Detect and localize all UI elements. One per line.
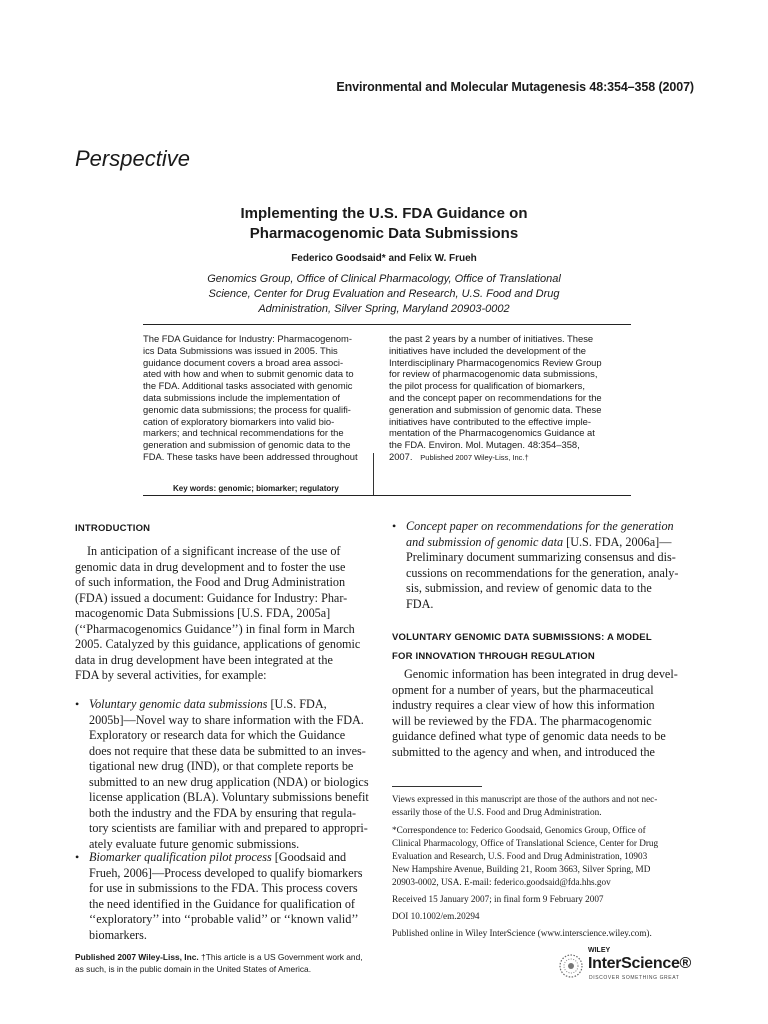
logo-tagline: DISCOVER SOMETHING GREAT: [589, 975, 680, 981]
abstract-line: generation and submission of genomic data to the: [143, 439, 351, 451]
abstract-line: initiatives have contributed to the effective imple-: [389, 415, 592, 427]
footnote-received: Received 15 January 2007; in final form 9 February 2007: [392, 894, 604, 904]
introduction-heading: INTRODUCTION: [75, 523, 151, 534]
abstract-box: [143, 324, 631, 496]
paragraph-line: data in drug development have been integrated at the: [75, 652, 333, 667]
paragraph-line: opment for a number of years, but the pharmaceutical: [392, 682, 654, 697]
affiliation-line: Science, Center for Drug Evaluation and Research, U.S. Food and Drug: [208, 288, 560, 300]
footnote-line: essarily those of the U.S. Food and Drug Administration.: [392, 807, 602, 817]
paragraph-line: 2005. Catalyzed by this guidance, applications of genomic: [75, 637, 361, 651]
voluntary-submissions-paragraph: [392, 667, 694, 760]
bullet-line: [406, 535, 694, 551]
abstract-line: the pilot process for qualification of biomarkers,: [389, 380, 585, 392]
paragraph-line: (FDA) issued a document: Guidance for Industry: Phar-: [75, 590, 348, 605]
bullet-term: Voluntary genomic data submissions: [89, 697, 268, 711]
abstract-line: Interdisciplinary Pharmacogenomics Review Group: [389, 356, 602, 368]
introduction-paragraph: [75, 544, 377, 684]
bullet-line: submitted to an new drug application (NDA) or biologics: [89, 774, 369, 789]
notice-line: as such, is in the public domain in the United States of America.: [75, 964, 312, 974]
footnote-rule: [392, 786, 482, 787]
paragraph-line: submitted to the agency and when, and introduced the: [392, 744, 655, 759]
affiliation-line: Genomics Group, Office of Clinical Pharmacology, Office of Translational: [207, 273, 561, 285]
abstract-line: genomic data submissions; the process for qualifi-: [143, 403, 351, 415]
paragraph-line: genomic data in drug development and to foster the use: [75, 559, 346, 574]
section-label: Perspective: [75, 146, 190, 171]
heading-line: VOLUNTARY GENOMIC DATA SUBMISSIONS: A MODEL: [392, 632, 652, 643]
bullet-term: Biomarker qualification pilot process: [89, 850, 272, 864]
abstract-year: 2007.: [389, 450, 413, 462]
abstract-line: mentation of the Pharmacogenomics Guidance at: [389, 427, 595, 439]
notice-publisher: Published 2007 Wiley-Liss, Inc.: [75, 952, 199, 962]
abstract-right-column: [389, 333, 629, 464]
bullet-term: Concept paper on recommendations for the generation: [406, 519, 674, 533]
footnote-doi: DOI 10.1002/em.20294: [392, 911, 480, 921]
paragraph-line: guidance defined what type of genomic data needs to be: [392, 729, 666, 743]
abstract-published-note: Published 2007 Wiley-Liss, Inc.†: [420, 452, 529, 462]
logo-publisher: WILEY: [588, 947, 611, 954]
logo-brand: InterScience®: [588, 955, 692, 972]
bullet-line: license application (BLA). Voluntary submissions benefit: [89, 790, 369, 804]
footnote-line: *Correspondence to: Federico Goodsaid, Genomics Group, Office of: [392, 825, 646, 835]
footnote-line: New Hampshire Avenue, Building 21, Room 3663, Silver Spring, MD: [392, 864, 651, 874]
paragraph-line: FDA by several activities, for example:: [75, 668, 267, 682]
bullet-icon: •: [75, 850, 80, 864]
notice-text: †This article is a US Government work and,: [198, 952, 363, 962]
bullet-line: [89, 850, 377, 866]
bullet-citation: [U.S. FDA,: [267, 697, 327, 711]
bullet-line: [406, 519, 694, 535]
abstract-line: initiatives have included the development of the: [389, 344, 587, 356]
bullet-citation: [U.S. FDA, 2006a]—: [563, 534, 672, 549]
title-line: Implementing the U.S. FDA Guidance on: [240, 205, 528, 222]
abstract-line: The FDA Guidance for Industry: Pharmacogenom-: [143, 333, 352, 344]
paragraph-line: Genomic information has been integrated in drug devel-: [404, 667, 678, 681]
publication-notice: [75, 951, 395, 975]
abstract-line: guidance document covers a broad area associ-: [143, 356, 344, 368]
keywords: Key words: genomic; biomarker; regulatory: [173, 484, 339, 493]
abstract-left-column: [143, 333, 358, 463]
bullet-line: the need identified in the Guidance for qualification of: [89, 896, 355, 911]
abstract-line: ics Data Submissions was issued in 2005. This: [143, 344, 338, 356]
bullet-line: ately evaluate future genomic submissions.: [89, 836, 300, 851]
bullet-line: for use in submissions to the FDA. This process covers: [89, 881, 358, 895]
abstract-line: ated with how and when to submit genomic data to: [143, 368, 354, 380]
article-title: [0, 204, 768, 244]
bullet-term: and submission of genomic data: [406, 534, 564, 549]
wiley-interscience-logo: [558, 947, 708, 983]
abstract-line: markers; and technical recommendations for the: [143, 427, 344, 439]
abstract-line: cation of exploratory biomarkers into valid bio-: [143, 415, 335, 427]
paragraph-line: industry requires a clear view of how this information: [392, 698, 655, 712]
bullet-line: biomarkers.: [89, 927, 147, 942]
authors: Federico Goodsaid* and Felix W. Frueh: [291, 253, 477, 264]
title-line: Pharmacogenomic Data Submissions: [249, 225, 519, 242]
bullet-line: both the industry and the FDA by ensuring that regula-: [89, 805, 357, 820]
footnote-line: Views expressed in this manuscript are those of the authors and not nec-: [392, 794, 658, 804]
bullet-line: 2005b]—Novel way to share information with the FDA.: [89, 712, 364, 727]
paragraph-line: In anticipation of a significant increase of the use of: [87, 544, 341, 558]
paragraph-line: of such information, the Food and Drug Administration: [75, 575, 346, 589]
paragraph-line: will be reviewed by the FDA. The pharmacogenomic: [392, 713, 652, 728]
footnote-line: Clinical Pharmacology, Office of Translational Science, Center for Drug: [392, 838, 659, 848]
journal-reference: Environmental and Molecular Mutagenesis 48:354–358 (2007): [336, 80, 694, 94]
paragraph-line: (‘‘Pharmacogenomics Guidance’’) in final form in March: [75, 621, 355, 636]
bullet-line: [89, 697, 377, 713]
bullet-line: tigational new drug (IND), or that complete reports be: [89, 759, 354, 773]
footnote-correspondence: [392, 824, 697, 889]
bullet-icon: •: [392, 519, 397, 533]
bullet-line: cussions on recommendations for the generation, analy-: [406, 565, 679, 580]
paragraph-line: macogenomic Data Submissions [U.S. FDA, 2005a]: [75, 606, 331, 620]
abstract-line: the FDA. Additional tasks associated with genomic: [143, 380, 353, 392]
footnote-line: Evaluation and Research, U.S. Food and Drug Administration, 10903: [392, 851, 648, 861]
footnote-online: Published online in Wiley InterScience (www.interscience.wiley.com).: [392, 928, 652, 938]
bullet-line: tory scientists are familiar with and prepared to appropri-: [89, 821, 368, 835]
bullet-line: Frueh, 2006]—Process developed to qualify biomarkers: [89, 865, 363, 880]
heading-line: FOR INNOVATION THROUGH REGULATION: [392, 651, 595, 662]
abstract-line: data submissions include the implementation of: [143, 391, 340, 403]
footnote-disclaimer: [392, 793, 697, 819]
bullet-line: Exploratory or research data for which the Guidance: [89, 728, 346, 742]
bullet-line: FDA.: [406, 596, 434, 611]
affiliation: [0, 272, 768, 317]
abstract-line: the FDA. Environ. Mol. Mutagen. 48:354–358,: [389, 439, 580, 451]
bullet-line: sis, submission, and review of genomic data to the: [406, 581, 652, 595]
bullet-citation: [Goodsaid and: [271, 850, 347, 864]
abstract-line: for review of pharmacogenomic data submissions,: [389, 368, 598, 380]
affiliation-line: Administration, Silver Spring, Maryland 20903-0002: [258, 303, 510, 315]
abstract-line: generation and submission of genomic data. These: [389, 403, 602, 415]
notice-line: [75, 951, 395, 963]
abstract-line: the past 2 years by a number of initiatives. These: [389, 333, 594, 344]
globe-icon: [558, 953, 584, 979]
keywords-divider: [373, 453, 374, 495]
abstract-line: FDA. These tasks have been addressed throughout: [143, 450, 358, 462]
abstract-last-line: [389, 451, 629, 464]
bullet-line: Preliminary document summarizing consensus and dis-: [406, 550, 676, 564]
bullet-line: does not require that these data be submitted to an inves-: [89, 743, 366, 758]
abstract-line: and the concept paper on recommendations for the: [389, 391, 602, 403]
bullet-icon: •: [75, 697, 80, 711]
bullet-line: ‘‘exploratory’’ into ‘‘probable valid’’ or ‘‘known valid’’: [89, 912, 359, 926]
voluntary-submissions-heading: [392, 628, 652, 666]
footnote-line: 20903-0002, USA. E-mail: federico.goodsaid@fda.hhs.gov: [392, 877, 611, 887]
